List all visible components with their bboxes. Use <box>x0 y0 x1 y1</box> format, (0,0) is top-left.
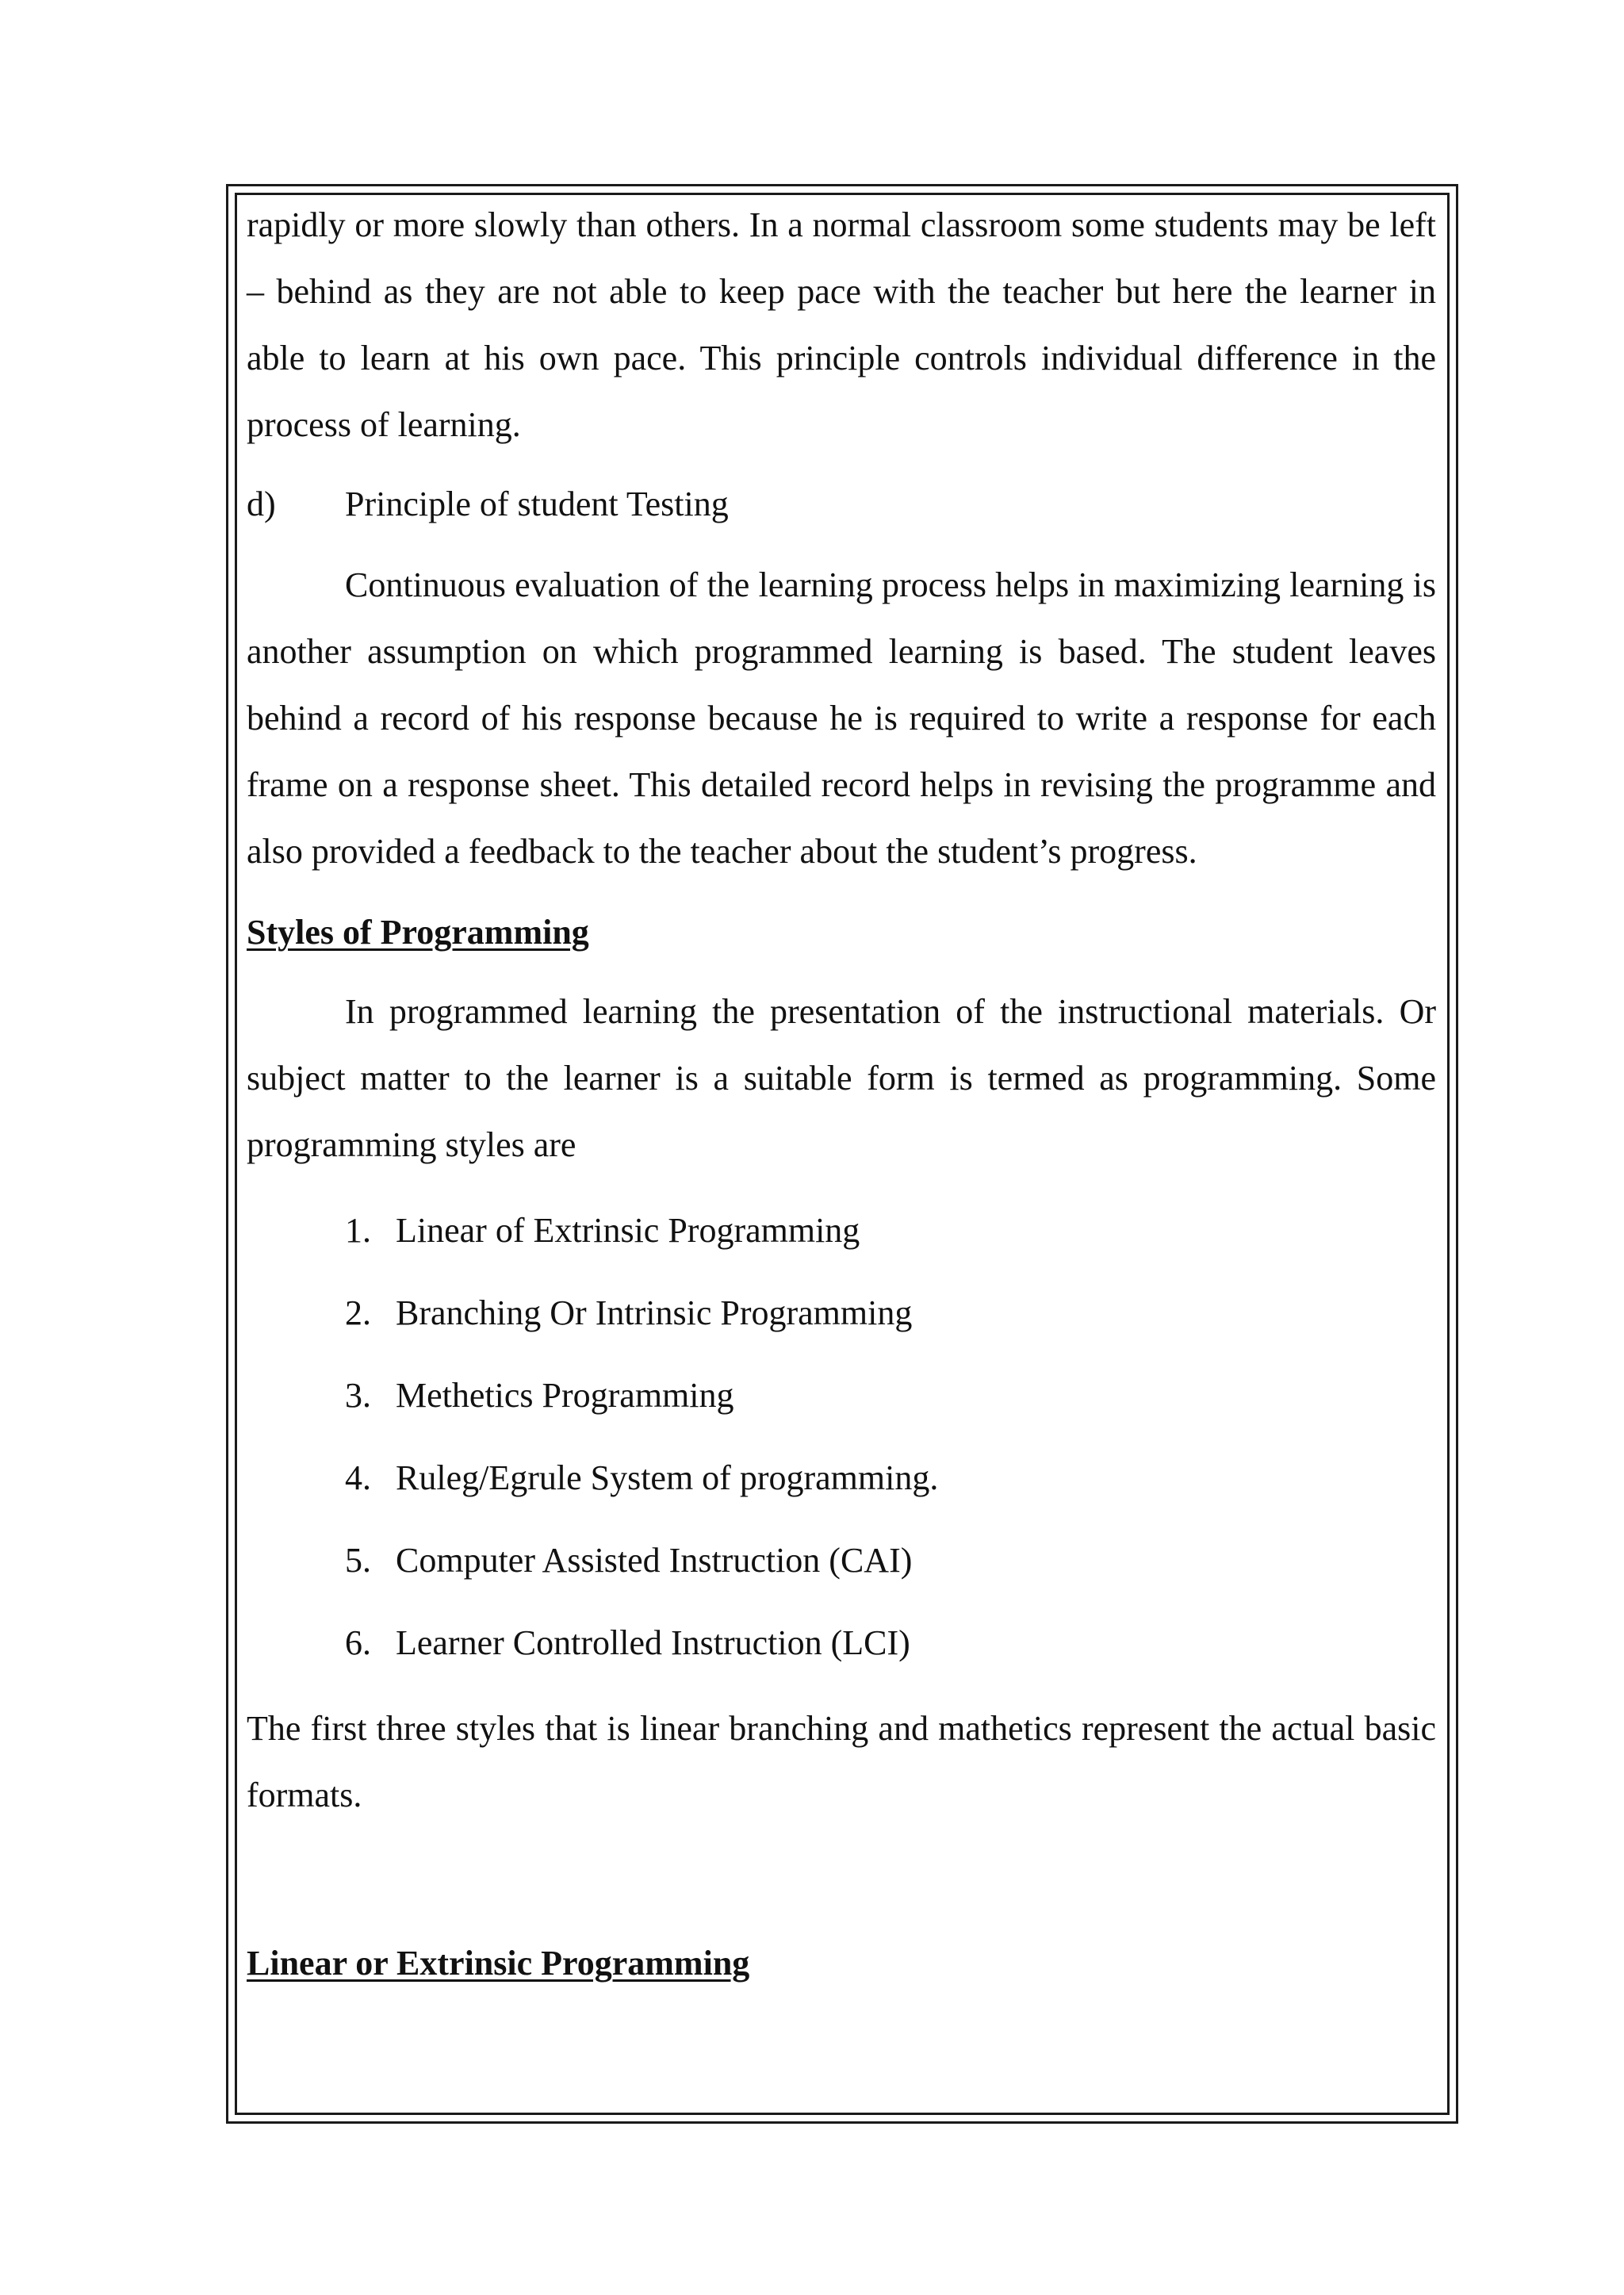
styles-paragraph: In programmed learning the presentation of the instructional materials. Or subject matter to the learner is a suitable form is termed as programming. Some programming styles are <box>247 992 1436 1164</box>
styles-heading: Styles of Programming <box>247 913 589 952</box>
list-item <box>247 1354 1436 1437</box>
list-item <box>247 1272 1436 1354</box>
page-content <box>247 192 1436 2010</box>
list-item-number: 1. <box>345 1211 371 1250</box>
list-item-number: 2. <box>345 1293 371 1332</box>
list-item-text: Learner Controlled Instruction (LCI) <box>396 1623 910 1662</box>
list-item-number: 3. <box>345 1376 371 1415</box>
list-item-text: Computer Assisted Instruction (CAI) <box>396 1541 913 1580</box>
list-item-number: 4. <box>345 1458 371 1497</box>
closing-paragraph: The first three styles that is linear branching and mathetics represent the actual basic formats. <box>247 1709 1436 1814</box>
list-item-text: Methetics Programming <box>396 1376 734 1415</box>
list-item-text: Branching Or Intrinsic Programming <box>396 1293 913 1332</box>
testing-paragraph: Continuous evaluation of the learning process helps in maximizing learning is another assumption on which programmed learning is based. The student leaves behind a record of his response because he is required to write a response for each frame on a response sheet. This detailed record helps in revising the programme and also provided a feedback to the teacher about the student’s progress. <box>247 565 1436 871</box>
principle-d-marker: d) <box>247 485 276 523</box>
principle-d-title: Principle of student Testing <box>345 485 729 523</box>
principle-d-item <box>247 471 1436 538</box>
section-spacer <box>247 1829 1436 1916</box>
opening-paragraph: rapidly or more slowly than others. In a normal classroom some students may be left – behind as they are not able to keep pace with the teacher but here the learner in able to learn at his own pace. This principle controls individual difference in the process of learning. <box>247 205 1436 444</box>
list-item <box>247 1519 1436 1602</box>
list-item <box>247 1190 1436 1272</box>
list-item <box>247 1437 1436 1519</box>
list-item <box>247 1602 1436 1684</box>
list-item-text: Linear of Extrinsic Programming <box>396 1211 860 1250</box>
list-item-text: Ruleg/Egrule System of programming. <box>396 1458 939 1497</box>
list-item-number: 6. <box>345 1623 371 1662</box>
linear-programming-heading: Linear or Extrinsic Programming <box>247 1944 750 1983</box>
styles-list <box>247 1190 1436 1684</box>
list-item-number: 5. <box>345 1541 371 1580</box>
